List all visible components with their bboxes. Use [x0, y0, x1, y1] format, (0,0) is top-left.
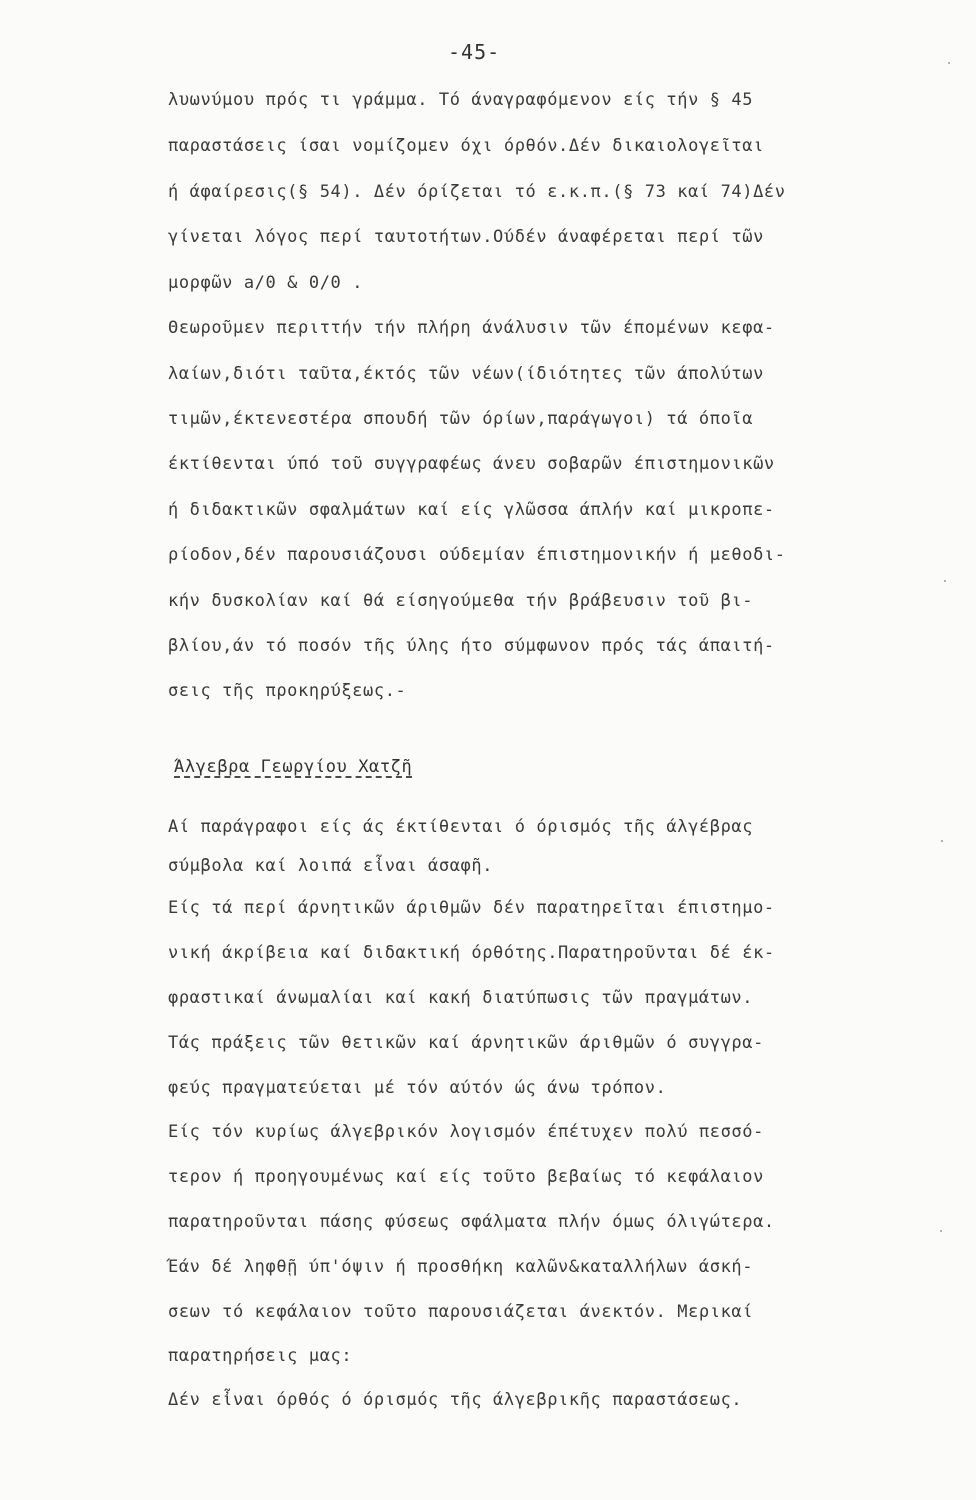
text-line: κήν δυσκολίαν καί θά είσηγούμεθα τήν βράβευσιν τοῦ βι- [168, 591, 754, 611]
text-line: Είς τά περί άρνητικῶν άριθμῶν δέν παρατηρεῖται έπιστημο- [168, 898, 775, 918]
text-line: ή άφαίρεσις(§ 54). Δέν όρίζεται τό ε.κ.π.(§ 73 καί 74)Δέν [168, 182, 786, 202]
text-line: φεύς πραγματεύεται μέ τόν αύτόν ώς άνω τρόπον. [168, 1078, 667, 1098]
text-line: γίνεται λόγος περί ταυτοτήτων.Ούδέν άναφέρεται περί τῶν [168, 227, 764, 247]
text-line: Αί παράγραφοι είς άς έκτίθενται ό όρισμός τῆς άλγέβρας [168, 817, 754, 837]
text-line: φραστικαί άνωμαλίαι καί κακή διατύπωσις τῶν πραγμάτων. [168, 988, 754, 1008]
text-line: νική άκρίβεια καί διδακτική όρθότης.Παρατηροῦνται δέ έκ- [168, 943, 775, 963]
text-line: λαίων,διότι ταῦτα,έκτός τῶν νέων(ίδιότητες τῶν άπολύτων [168, 364, 764, 384]
text-line: βλίου,άν τό ποσόν τῆς ύλης ήτο σύμφωνον πρός τάς άπαιτή- [168, 636, 775, 656]
text-line: σεις τῆς προκηρύξεως.- [168, 681, 407, 701]
page-number: -45- [448, 40, 501, 64]
text-line: Έάν δέ ληφθῇ ύπ'όψιν ή προσθήκη καλῶν&καταλλήλων άσκή- [168, 1257, 754, 1277]
text-line: Δέν εἶναι όρθός ό όρισμός τῆς άλγεβρικῆς παραστάσεως. [168, 1390, 743, 1410]
text-line: τερον ή προηγουμένως καί είς τοῦτο βεβαίως τό κεφάλαιον [168, 1167, 764, 1187]
text-line: ρίοδον,δέν παρουσιάζουσι ούδεμίαν έπιστημονικήν ή μεθοδι- [168, 545, 786, 565]
text-line: μορφῶν a/0 & 0/0 . [168, 273, 364, 293]
margin-speck [941, 840, 943, 842]
text-line: τιμῶν,έκτενεστέρα σπουδή τῶν όρίων,παράγωγοι) τά όποῖα [168, 409, 754, 429]
text-line: Τάς πράξεις τῶν θετικῶν καί άρνητικῶν άριθμῶν ό συγγρα- [168, 1033, 764, 1053]
text-line: Θεωροῦμεν περιττήν τήν πλήρη άνάλυσιν τῶν έπομένων κεφα- [168, 318, 775, 338]
text-line: ή διδακτικῶν σφαλμάτων καί είς γλῶσσα άπλήν καί μικροπε- [168, 500, 775, 520]
text-line: λυωνύμου πρός τι γράμμα. Τό άναγραφόμενον είς τήν § 45 [168, 90, 754, 110]
text-line: έκτίθενται ύπό τοῦ συγγραφέως άνευ σοβαρῶν έπιστημονικῶν [168, 454, 775, 474]
margin-speck [948, 62, 950, 64]
margin-speck [940, 1230, 942, 1232]
text-line: σεων τό κεφάλαιον τοῦτο παρουσιάζεται άνεκτόν. Μερικαί [168, 1302, 754, 1322]
text-line: παραστάσεις ίσαι νομίζομεν όχι όρθόν.Δέν δικαιολογεῖται [168, 136, 764, 156]
text-line: σύμβολα καί λοιπά εἶναι άσαφῆ. [168, 856, 494, 876]
text-line: παρατηρήσεις μας: [168, 1346, 353, 1366]
margin-speck [944, 580, 946, 582]
text-line: Είς τόν κυρίως άλγεβρικόν λογισμόν έπέτυχεν πολύ πεσσό- [168, 1122, 764, 1142]
section-heading: Άλγεβρα Γεωργίου Χατζῆ [174, 757, 413, 777]
text-line: παρατηροῦνται πάσης φύσεως σφάλματα πλήν όμως όλιγώτερα. [168, 1212, 775, 1232]
